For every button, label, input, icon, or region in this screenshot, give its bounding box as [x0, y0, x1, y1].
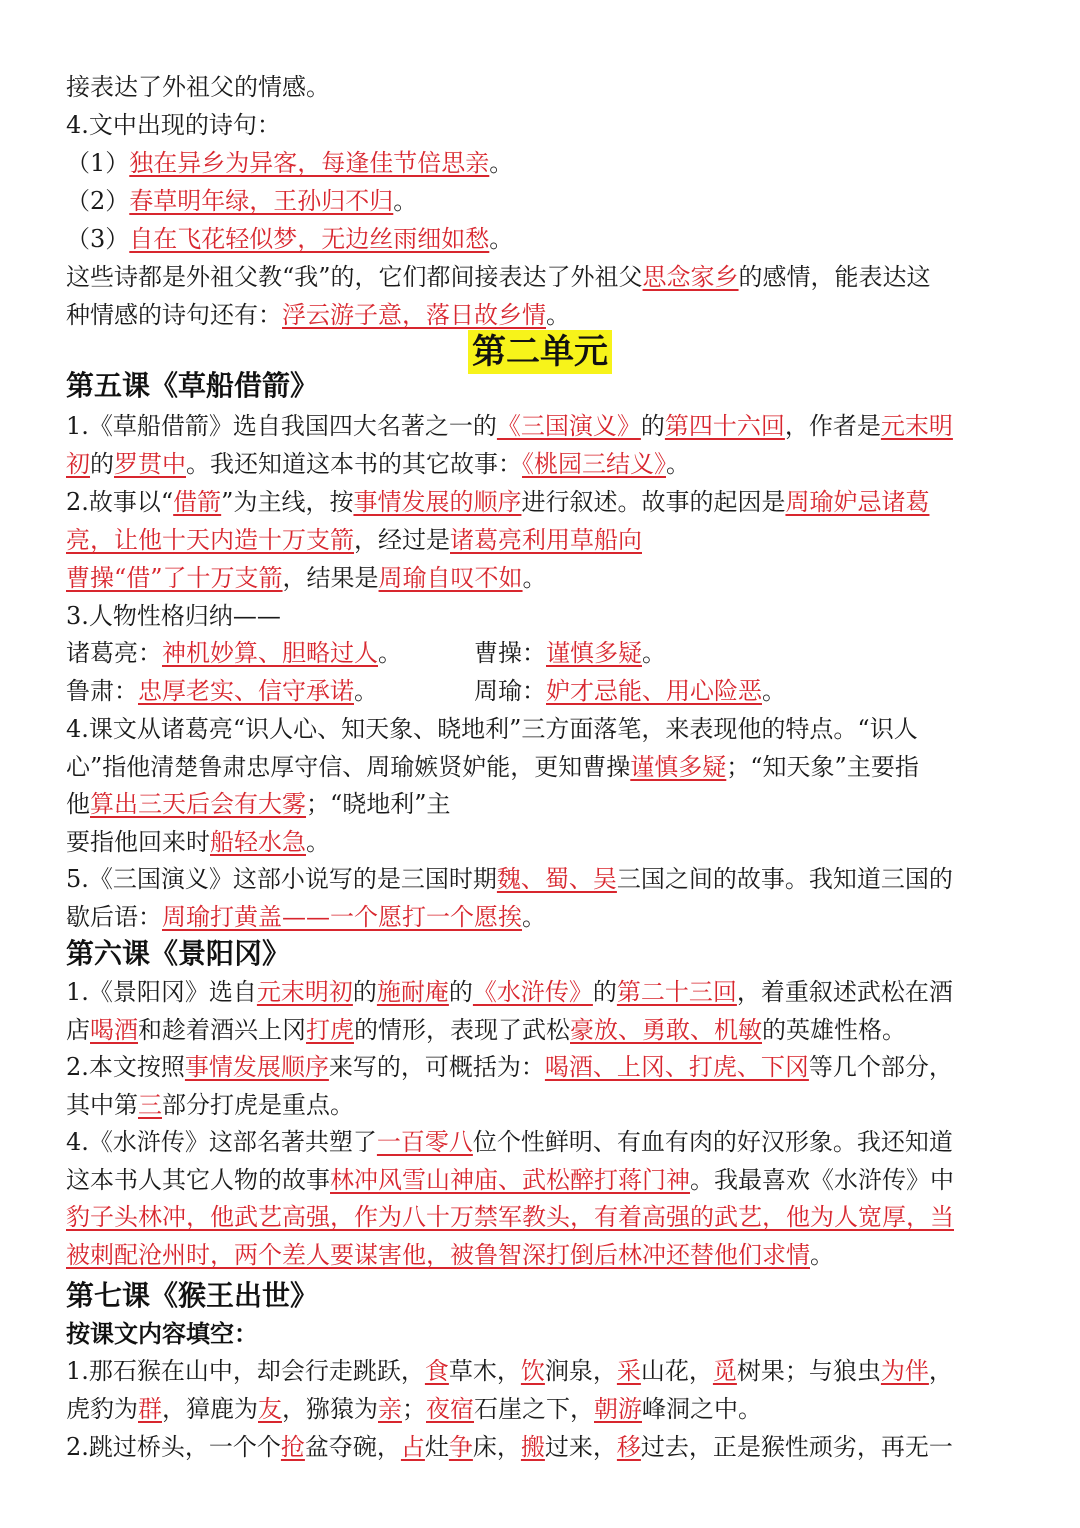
line-text: 1.《草船借箭》选自我国四大名著之一的: [66, 412, 497, 440]
answer-text: 喝酒、上冈、打虎、下冈: [544, 1053, 809, 1081]
answer-text: 第二十三回: [616, 978, 737, 1006]
line-text: 其中第: [66, 1090, 138, 1119]
line-text: 的感情，能表达这: [738, 263, 931, 291]
text-line: [66, 710, 1016, 748]
line-text: ；“晓地利”主: [306, 790, 451, 818]
line-text: 和趁着酒兴上冈: [138, 1015, 306, 1044]
trait-row-2: [66, 672, 1016, 710]
answer-text: 为伴: [880, 1357, 929, 1385]
trait-value: 妒才忌能、用心险恶: [546, 677, 762, 705]
text-line: [66, 1123, 1016, 1161]
line-text: 2.跳过桥头，一个个: [66, 1433, 281, 1461]
unit-title: 第二单元: [468, 330, 612, 374]
line-text: 。: [306, 827, 330, 856]
answer-text: 事情发展的顺序: [353, 488, 522, 516]
line-text: 峰洞之中。: [642, 1395, 762, 1423]
text-line: [66, 68, 1016, 106]
line-text: 3.人物性格归纳——: [66, 602, 281, 630]
answer-text: 搬: [520, 1433, 545, 1461]
lesson7-title: 第七课《猴王出世》: [66, 1279, 319, 1312]
line-text: 这本书人其它人物的故事: [66, 1165, 330, 1194]
answer-text: 饮: [520, 1357, 545, 1385]
line-text: 床，: [472, 1433, 521, 1461]
line-text: 三国之间的故事。我知道三国的: [616, 865, 953, 893]
line-text: 进行叙述。故事的起因是: [521, 488, 786, 516]
line-text: 5.《三国演义》这部小说写的是三国时期: [66, 865, 497, 893]
answer-text: 争: [448, 1433, 473, 1461]
line-text: ，经过是: [354, 526, 450, 554]
line-text: 4.文中出现的诗句：: [66, 111, 281, 139]
answer-text: 朝游: [594, 1395, 642, 1423]
line-text: 石崖之下，: [474, 1395, 594, 1423]
answer-text: 船轻水急: [210, 827, 306, 856]
trait-end: 。: [642, 639, 666, 667]
line-text: 2.故事以“: [66, 488, 174, 516]
answer-text: 元末明: [880, 412, 953, 440]
line-text: 过去，正是猴性顽劣，再无一: [640, 1433, 953, 1461]
line-text: 的: [90, 450, 114, 478]
text-line: [66, 144, 1016, 182]
answer-text: 林冲风雪山神庙、武松醉打蒋门神: [330, 1165, 690, 1194]
answer-text: 食: [424, 1357, 449, 1385]
text-line: [66, 483, 1016, 521]
line-text: 歇后语：: [66, 902, 162, 931]
text-line: [66, 1048, 1016, 1086]
text-line: [66, 1086, 1016, 1124]
line-text: 4.课文从诸葛亮“识人心、知天象、晓地利”三方面落笔，来表现他的特点。“识人: [66, 715, 918, 743]
line-text: 心”指他清楚鲁肃忠厚守信、周瑜嫉贤妒能，更知曹操: [66, 752, 631, 781]
text-line: [66, 445, 1016, 483]
line-text: 。: [522, 902, 546, 931]
trait-end: 。: [762, 677, 786, 705]
line-text: 来写的，可概括为：: [328, 1053, 545, 1081]
answer-text: 移: [616, 1433, 641, 1461]
line-text: 树果；与狼虫: [736, 1357, 881, 1385]
answer-text: 被刺配沧州时，两个差人要谋害他，被鲁智深打倒后林冲还替他们求情: [66, 1240, 810, 1269]
trait-name: 诸葛亮：: [66, 639, 162, 667]
answer-text: 春草明年绿，王孙归不归: [129, 187, 394, 215]
text-line: [66, 1011, 1016, 1049]
answer-text: 浮云游子意，落日故乡情: [282, 301, 546, 329]
trait-name: 鲁肃：: [66, 677, 138, 705]
trait-row-1: [66, 634, 1016, 672]
answer-text: 第四十六回: [664, 412, 785, 440]
text-line: [66, 106, 1016, 144]
line-text: 过来，: [544, 1433, 617, 1461]
answer-text: 占: [400, 1433, 425, 1461]
line-text: ，着重叙述武松在酒: [736, 978, 953, 1006]
line-text: 。: [489, 149, 514, 177]
answer-text: 采: [616, 1357, 641, 1385]
trait-value: 谨慎多疑: [546, 639, 642, 667]
text-line: [66, 258, 1016, 296]
answer-text: 算出三天后会有大雾: [90, 790, 306, 818]
line-text: 灶: [424, 1433, 449, 1461]
answer-text: 三: [138, 1090, 162, 1119]
text-line: [66, 597, 1016, 635]
line-text: ，獐鹿为: [162, 1395, 258, 1423]
line-text: 涧泉，: [544, 1357, 617, 1385]
line-text: 的情形，表现了武松: [354, 1015, 570, 1044]
trait-col2: [474, 672, 786, 710]
lesson5-title: 第五课《草船借箭》: [66, 369, 319, 402]
text-line: [66, 1198, 1016, 1236]
text-line: [66, 1236, 1016, 1274]
line-text: 部分打虎是重点。: [162, 1090, 354, 1119]
trait-end: 。: [378, 639, 402, 667]
line-text: 的: [640, 412, 665, 440]
answer-text: 独在异乡为异客，每逢佳节倍思亲: [129, 149, 490, 177]
line-text: ；“知天象”主要指: [726, 752, 919, 781]
line-text: （3）: [66, 225, 130, 253]
answer-text: 曹操“借”了十万支箭: [66, 564, 283, 592]
line-text: ；: [402, 1395, 426, 1423]
line-text: 。: [546, 301, 570, 329]
line-text: 种情感的诗句还有：: [66, 301, 282, 329]
answer-text: 周瑜自叹不如: [378, 564, 523, 592]
text-line: [66, 1352, 1016, 1390]
text-line: [66, 407, 1016, 445]
answer-text: 夜宿: [426, 1395, 474, 1423]
answer-text: 豹子头林冲，他武艺高强，作为八十万禁军教头，有着高强的武艺，他为人宽厚，当: [66, 1203, 954, 1231]
answer-text: 亮，让他十天内造十万支箭: [66, 526, 354, 554]
line-text: 这些诗都是外祖父教“我”的，它们都间接表达了外祖父: [66, 263, 643, 291]
text-line: [66, 296, 1016, 334]
answer-text: 友: [258, 1395, 282, 1423]
answer-text: 初: [66, 450, 90, 478]
answer-text: 诸葛亮利用草船向: [450, 526, 642, 554]
line-text: 。: [393, 187, 418, 215]
line-text: ，结果是: [282, 564, 379, 592]
line-text: 的: [448, 978, 473, 1006]
line-text: 。: [522, 564, 547, 592]
answer-text: 一百零八: [376, 1128, 473, 1156]
line-text: （1）: [66, 149, 130, 177]
text-line: [66, 1428, 1016, 1466]
text-line: [66, 559, 1016, 597]
text-line: [66, 785, 1016, 823]
text-line: [66, 898, 1016, 936]
answer-text: 觅: [712, 1357, 737, 1385]
trait-name: 曹操：: [474, 639, 546, 667]
line-text: 。我最喜欢《水浒传》中: [690, 1165, 954, 1194]
line-text: 店: [66, 1015, 90, 1044]
text-line: [66, 220, 1016, 258]
trait-value: 忠厚老实、信守承诺: [138, 677, 354, 705]
line-text: 他: [66, 790, 90, 818]
answer-text: 抢: [280, 1433, 305, 1461]
answer-text: 事情发展顺序: [184, 1053, 329, 1081]
line-text: 。: [666, 450, 690, 478]
line-text: 盆夺碗，: [304, 1433, 401, 1461]
trait-name: 周瑜：: [474, 677, 546, 705]
line-text: 要指他回来时: [66, 827, 210, 856]
line-text: 。: [489, 225, 514, 253]
answer-text: 喝酒: [90, 1015, 138, 1044]
line-text: 的: [352, 978, 377, 1006]
lesson7-subtitle: 按课文内容填空：: [66, 1320, 258, 1348]
answer-text: 思念家乡: [642, 263, 739, 291]
answer-text: 施耐庵: [376, 978, 449, 1006]
text-line: [66, 860, 1016, 898]
answer-text: 魏、蜀、吴: [496, 865, 617, 893]
line-text: ，作者是: [784, 412, 881, 440]
line-text: 。: [810, 1240, 834, 1269]
text-line: [66, 1390, 1016, 1428]
answer-text: 自在飞花轻似梦，无边丝雨细如愁: [129, 225, 490, 253]
line-text: 虎豹为: [66, 1395, 138, 1423]
trait-col2: [474, 634, 666, 672]
answer-text: 谨慎多疑: [630, 752, 727, 781]
answer-text: 《水浒传》: [472, 978, 593, 1006]
line-text: 接表达了外祖父的情感。: [66, 73, 330, 101]
lesson6-title: 第六课《景阳冈》: [66, 937, 291, 970]
answer-text: 《桃园三结义》: [522, 450, 666, 478]
answer-text: 元末明初: [256, 978, 353, 1006]
answer-text: 周瑜妒忌诸葛: [785, 488, 930, 516]
answer-text: 借箭: [173, 488, 222, 516]
line-text: 2.本文按照: [66, 1053, 185, 1081]
answer-text: 罗贯中: [114, 450, 186, 478]
line-text: 。我还知道这本书的其它故事：: [186, 450, 522, 478]
line-text: 的英雄性格。: [762, 1015, 906, 1044]
text-line: [66, 1161, 1016, 1199]
answer-text: 《三国演义》: [496, 412, 641, 440]
answer-text: 打虎: [306, 1015, 354, 1044]
line-text: ，: [928, 1357, 953, 1385]
line-text: 位个性鲜明、有血有肉的好汉形象。我还知道: [472, 1128, 953, 1156]
text-line: [66, 823, 1016, 861]
text-line: [66, 182, 1016, 220]
line-text: ，猕猿为: [282, 1395, 378, 1423]
line-text: ”为主线，按: [221, 488, 354, 516]
line-text: 4.《水浒传》这部名著共塑了: [66, 1128, 377, 1156]
line-text: 1.那石猴在山中，却会行走跳跃，: [66, 1357, 425, 1385]
answer-text: 豪放、勇敢、机敏: [570, 1015, 762, 1044]
line-text: 等几个部分，: [808, 1053, 953, 1081]
text-line: [66, 521, 1016, 559]
line-text: 山花，: [640, 1357, 713, 1385]
answer-text: 亲: [378, 1395, 402, 1423]
text-line: [66, 973, 1016, 1011]
answer-text: 群: [138, 1395, 162, 1423]
text-line: [66, 748, 1016, 786]
trait-value: 神机妙算、胆略过人: [162, 639, 378, 667]
trait-end: 。: [354, 677, 378, 705]
answer-text: 周瑜打黄盖——一个愿打一个愿挨: [162, 902, 522, 931]
line-text: 草木，: [448, 1357, 521, 1385]
line-text: 1.《景阳冈》选自: [66, 978, 257, 1006]
line-text: 的: [592, 978, 617, 1006]
line-text: （2）: [66, 187, 130, 215]
